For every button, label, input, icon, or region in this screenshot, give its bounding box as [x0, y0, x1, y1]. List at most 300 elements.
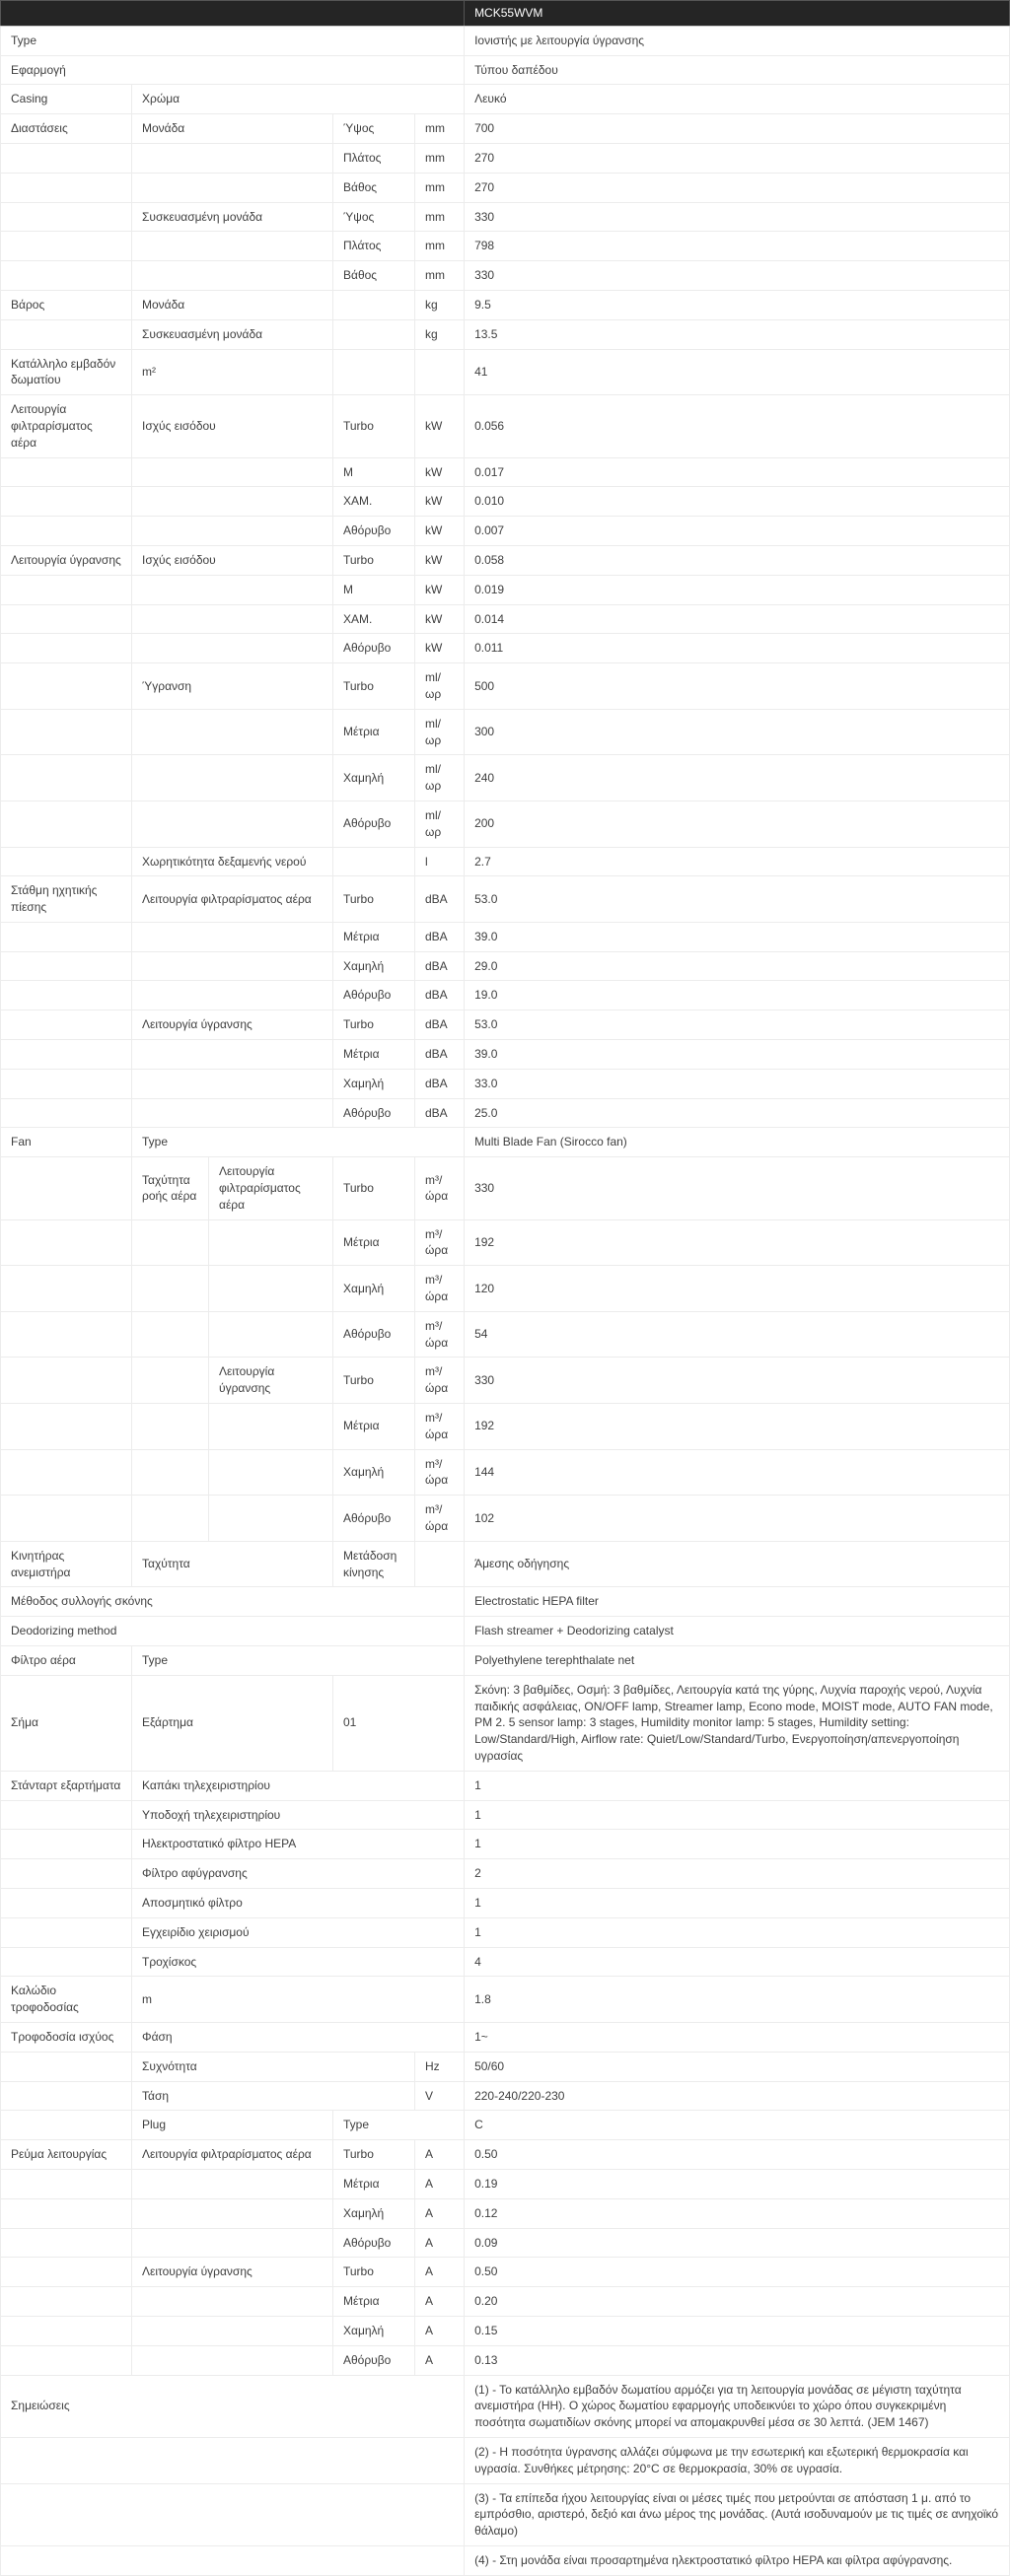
spec-value-cell: 192 — [465, 1219, 1010, 1266]
spec-label-cell: Χρώμα — [132, 85, 465, 114]
spec-value-cell: 1~ — [465, 2022, 1010, 2052]
spec-label-cell — [1, 1947, 132, 1977]
spec-value-cell: 330 — [465, 202, 1010, 232]
spec-label-cell: Βάρος — [1, 290, 132, 319]
spec-label-cell — [1, 1311, 132, 1358]
spec-label-cell: Χωρητικότητα δεξαμενής νερού — [132, 847, 333, 876]
spec-label-cell: Ηλεκτροστατικό φίλτρο HEPA — [132, 1830, 465, 1859]
table-row — [1, 1219, 1010, 1266]
spec-value-cell: 0.15 — [465, 2316, 1010, 2345]
table-row — [1, 709, 1010, 755]
spec-value-cell: 500 — [465, 663, 1010, 710]
table-row — [1, 634, 1010, 663]
table-row — [1, 349, 1010, 395]
table-row — [1, 2545, 1010, 2575]
spec-label-cell: Βάθος — [333, 261, 415, 291]
spec-label-cell — [209, 1266, 333, 1312]
table-row — [1, 1771, 1010, 1800]
spec-label-cell: m³/ώρα — [415, 1404, 465, 1450]
spec-label-cell — [1, 261, 132, 291]
spec-value-cell: Multi Blade Fan (Sirocco fan) — [465, 1128, 1010, 1157]
spec-label-cell: Λειτουργία ύγρανσης — [132, 2258, 333, 2287]
spec-label-cell — [1, 1157, 132, 1219]
spec-label-cell — [1, 2052, 132, 2081]
spec-label-cell: Στάνταρτ εξαρτήματα — [1, 1771, 132, 1800]
table-row — [1, 1617, 1010, 1646]
spec-label-cell: ΧΑΜ. — [333, 604, 415, 634]
spec-label-cell — [1, 2316, 132, 2345]
spec-label-cell: A — [415, 2287, 465, 2317]
spec-label-cell — [132, 755, 333, 801]
spec-value-cell: C — [465, 2111, 1010, 2140]
spec-label-cell — [132, 261, 333, 291]
spec-label-cell: Turbo — [333, 2140, 415, 2170]
spec-label-cell: mm — [415, 261, 465, 291]
table-row — [1, 1675, 1010, 1771]
spec-label-cell: m³/ώρα — [415, 1358, 465, 1404]
spec-label-cell: Κατάλληλο εμβαδόν δωματίου — [1, 349, 132, 395]
spec-value-cell: 50/60 — [465, 2052, 1010, 2081]
spec-label-cell: Turbo — [333, 663, 415, 710]
spec-label-cell: A — [415, 2169, 465, 2198]
spec-label-cell: Ρεύμα λειτουργίας — [1, 2140, 132, 2170]
spec-label-cell: ΧΑΜ. — [333, 487, 415, 517]
table-row — [1, 55, 1010, 85]
spec-label-cell: Αθόρυβο — [333, 1311, 415, 1358]
spec-label-cell: Μέτρια — [333, 1040, 415, 1070]
spec-label-cell: dBA — [415, 1010, 465, 1040]
spec-label-cell: Ύψος — [333, 114, 415, 144]
spec-label-cell — [132, 1040, 333, 1070]
spec-label-cell — [1, 202, 132, 232]
spec-label-cell — [209, 1496, 333, 1542]
spec-value-cell: 25.0 — [465, 1098, 1010, 1128]
spec-label-cell: Τροχίσκος — [132, 1947, 465, 1977]
table-row — [1, 487, 1010, 517]
spec-value-cell: 270 — [465, 173, 1010, 202]
spec-label-cell: mm — [415, 232, 465, 261]
spec-label-cell — [1, 1888, 132, 1917]
spec-label-cell: Type — [333, 2111, 465, 2140]
spec-label-cell: Εγχειρίδιο χειρισμού — [132, 1917, 465, 1947]
spec-label-cell: Συσκευασμένη μονάδα — [132, 202, 333, 232]
spec-label-cell: A — [415, 2198, 465, 2228]
spec-label-cell: Σήμα — [1, 1675, 132, 1771]
table-row — [1, 114, 1010, 144]
table-row — [1, 2287, 1010, 2317]
table-row — [1, 981, 1010, 1010]
table-row — [1, 1977, 1010, 2023]
spec-label-cell: Χαμηλή — [333, 1449, 415, 1496]
spec-label-cell — [1, 1358, 132, 1404]
spec-label-cell — [132, 457, 333, 487]
spec-label-cell — [1, 2437, 465, 2483]
spec-label-cell: Τάση — [132, 2081, 415, 2111]
spec-label-cell — [1, 2345, 132, 2375]
spec-label-cell — [1, 2483, 465, 2545]
spec-label-cell: Φίλτρο αέρα — [1, 1646, 132, 1676]
spec-value-cell: 2 — [465, 1859, 1010, 1889]
spec-label-cell — [333, 847, 415, 876]
spec-label-cell — [1, 801, 132, 847]
table-row — [1, 1266, 1010, 1312]
header-empty-cell — [1, 1, 465, 27]
spec-label-cell — [132, 2198, 333, 2228]
spec-label-cell — [132, 517, 333, 546]
spec-label-cell — [132, 173, 333, 202]
spec-label-cell — [1, 1496, 132, 1542]
spec-label-cell — [333, 349, 415, 395]
spec-value-cell: 1.8 — [465, 1977, 1010, 2023]
spec-label-cell — [132, 2228, 333, 2258]
spec-label-cell — [1, 2169, 132, 2198]
spec-label-cell: Αθόρυβο — [333, 1098, 415, 1128]
table-row — [1, 1888, 1010, 1917]
spec-label-cell — [132, 951, 333, 981]
spec-label-cell: m³/ώρα — [415, 1266, 465, 1312]
spec-label-cell: kW — [415, 634, 465, 663]
spec-label-cell: Μέτρια — [333, 2287, 415, 2317]
spec-label-cell — [132, 1449, 209, 1496]
table-row — [1, 2111, 1010, 2140]
spec-label-cell — [209, 1449, 333, 1496]
spec-label-cell: dBA — [415, 1069, 465, 1098]
table-row — [1, 2375, 1010, 2437]
spec-value-cell: 9.5 — [465, 290, 1010, 319]
spec-label-cell — [132, 143, 333, 173]
spec-label-cell: Φίλτρο αφύγρανσης — [132, 1859, 465, 1889]
table-row — [1, 2198, 1010, 2228]
spec-label-cell: Αθόρυβο — [333, 2345, 415, 2375]
spec-value-cell: 0.058 — [465, 545, 1010, 575]
spec-label-cell: Deodorizing method — [1, 1617, 465, 1646]
table-row — [1, 202, 1010, 232]
spec-label-cell: Λειτουργία ύγρανσης — [1, 545, 132, 575]
spec-label-cell — [1, 457, 132, 487]
spec-label-cell — [1, 2228, 132, 2258]
spec-label-cell: A — [415, 2228, 465, 2258]
spec-label-cell — [1, 1917, 132, 1947]
table-row — [1, 663, 1010, 710]
spec-label-cell: Λειτουργία ύγρανσης — [209, 1358, 333, 1404]
spec-label-cell: Type — [132, 1646, 465, 1676]
spec-label-cell: Casing — [1, 85, 132, 114]
spec-label-cell: Φάση — [132, 2022, 465, 2052]
spec-label-cell: Καλώδιο τροφοδοσίας — [1, 1977, 132, 2023]
spec-value-cell: 0.50 — [465, 2140, 1010, 2170]
spec-label-cell: m³/ώρα — [415, 1157, 465, 1219]
spec-label-cell — [1, 2081, 132, 2111]
table-row — [1, 1800, 1010, 1830]
spec-value-cell: 29.0 — [465, 951, 1010, 981]
spec-label-cell: Μέτρια — [333, 1404, 415, 1450]
table-row — [1, 2081, 1010, 2111]
spec-label-cell: kW — [415, 395, 465, 457]
spec-label-cell: Λειτουργία φιλτραρίσματος αέρα — [132, 2140, 333, 2170]
spec-label-cell: m² — [132, 349, 333, 395]
spec-label-cell — [1, 232, 132, 261]
table-row — [1, 261, 1010, 291]
spec-label-cell — [132, 1404, 209, 1450]
spec-label-cell: Μονάδα — [132, 290, 333, 319]
spec-label-cell: Βάθος — [333, 173, 415, 202]
spec-label-cell: Κινητήρας ανεμιστήρα — [1, 1541, 132, 1587]
spec-label-cell: Turbo — [333, 1010, 415, 1040]
table-row — [1, 604, 1010, 634]
spec-value-cell: 4 — [465, 1947, 1010, 1977]
table-row — [1, 1859, 1010, 1889]
spec-label-cell: ml/ωρ — [415, 755, 465, 801]
spec-label-cell — [1, 517, 132, 546]
spec-label-cell: m — [132, 1977, 465, 2023]
spec-label-cell — [415, 349, 465, 395]
spec-label-cell: A — [415, 2316, 465, 2345]
spec-label-cell: l — [415, 847, 465, 876]
spec-label-cell — [132, 1496, 209, 1542]
table-row — [1, 1010, 1010, 1040]
spec-label-cell: Μέτρια — [333, 922, 415, 951]
spec-label-cell: V — [415, 2081, 465, 2111]
spec-label-cell: Λειτουργία φιλτραρίσματος αέρα — [132, 876, 333, 923]
spec-value-cell: 144 — [465, 1449, 1010, 1496]
spec-value-cell: 0.017 — [465, 457, 1010, 487]
table-row — [1, 1947, 1010, 1977]
spec-label-cell: Μέτρια — [333, 709, 415, 755]
spec-label-cell — [415, 1541, 465, 1587]
spec-label-cell: Turbo — [333, 545, 415, 575]
spec-value-cell: Polyethylene terephthalate net — [465, 1646, 1010, 1676]
spec-label-cell — [132, 2345, 333, 2375]
table-row — [1, 876, 1010, 923]
spec-value-cell: 330 — [465, 1157, 1010, 1219]
spec-label-cell: Εφαρμογή — [1, 55, 465, 85]
spec-label-cell — [132, 801, 333, 847]
table-row — [1, 85, 1010, 114]
table-row — [1, 1496, 1010, 1542]
table-row — [1, 847, 1010, 876]
table-row — [1, 1128, 1010, 1157]
spec-label-cell: Αθόρυβο — [333, 634, 415, 663]
spec-value-cell: 1 — [465, 1888, 1010, 1917]
spec-label-cell — [1, 1098, 132, 1128]
spec-label-cell: Λειτουργία φιλτραρίσματος αέρα — [1, 395, 132, 457]
spec-label-cell: Συσκευασμένη μονάδα — [132, 319, 333, 349]
spec-value-cell: 0.13 — [465, 2345, 1010, 2375]
spec-value-cell: (2) - Η ποσότητα ύγρανσης αλλάζει σύμφωνα με την εσωτερική και εξωτερική θερμοκρασία και υγρασία. Συνθήκες μέτρησης: 20°C σε θερμοκρασία, 30% σε υγρασία. — [465, 2437, 1010, 2483]
spec-label-cell — [1, 1219, 132, 1266]
spec-label-cell — [333, 319, 415, 349]
spec-value-cell: Σκόνη: 3 βαθμίδες, Οσμή: 3 βαθμίδες, Λειτουργία κατά της γύρης, Λυχνία παροχής νερού, Λυχνία παιδικής ασφάλειας, ON/OFF lamp, Streamer lamp, Econo mode, MOIST mode, AUTO FAN mode, PM 2. 5 sensor lamp: 3 stages, Humildity monitor lamp: 5 stages, Humildity setting: Low/Standard/High, Airflow rate: Quiet/Low/Standard/Turbo, Ενεργοποίηση/απενεργοποίηση υγρασίας — [465, 1675, 1010, 1771]
spec-label-cell — [132, 1266, 209, 1312]
table-row — [1, 1917, 1010, 1947]
table-row — [1, 173, 1010, 202]
spec-value-cell: 240 — [465, 755, 1010, 801]
spec-label-cell — [132, 1311, 209, 1358]
spec-label-cell — [132, 981, 333, 1010]
spec-label-cell: Turbo — [333, 876, 415, 923]
spec-label-cell: Ύψος — [333, 202, 415, 232]
spec-label-cell — [1, 2545, 465, 2575]
spec-label-cell: Ισχύς εισόδου — [132, 545, 333, 575]
spec-label-cell — [1, 1010, 132, 1040]
spec-value-cell: 102 — [465, 1496, 1010, 1542]
spec-label-cell — [1, 604, 132, 634]
spec-label-cell — [1, 755, 132, 801]
spec-label-cell: Χαμηλή — [333, 951, 415, 981]
table-row — [1, 143, 1010, 173]
spec-label-cell: m³/ώρα — [415, 1496, 465, 1542]
spec-label-cell: mm — [415, 143, 465, 173]
spec-label-cell: Πλάτος — [333, 232, 415, 261]
spec-value-cell: 41 — [465, 349, 1010, 395]
spec-label-cell: dBA — [415, 876, 465, 923]
spec-value-cell: 270 — [465, 143, 1010, 173]
spec-value-cell: Ιονιστής με λειτουργία ύγρανσης — [465, 26, 1010, 55]
spec-value-cell: (1) - Το κατάλληλο εμβαδόν δωματίου αρμόζει για τη λειτουργία μονάδας σε μέγιστη ταχύτητα ανεμιστήρα (HH). Ο χώρος δωματίου εφαρμογής υποδεικνύει το χώρο όπου συγκεκριμένη ποσότητα σωματιδίων σκόνης μπορεί να απομακρυνθεί μέσα σε 30 λεπτά. (JEM 1467) — [465, 2375, 1010, 2437]
spec-label-cell: Σημειώσεις — [1, 2375, 465, 2437]
table-row — [1, 2483, 1010, 2545]
spec-value-cell: 53.0 — [465, 1010, 1010, 1040]
spec-value-cell: 0.09 — [465, 2228, 1010, 2258]
table-row — [1, 1646, 1010, 1676]
spec-value-cell: Τύπου δαπέδου — [465, 55, 1010, 85]
spec-label-cell: Turbo — [333, 395, 415, 457]
spec-value-cell: 300 — [465, 709, 1010, 755]
spec-label-cell: Ύγρανση — [132, 663, 333, 710]
spec-value-cell: (3) - Τα επίπεδα ήχου λειτουργίας είναι οι μέσες τιμές που μετρούνται σε απόσταση 1 μ. από το εμπρόσθιο, αριστερό, δεξιό και άνω μέρος της μονάδας. (Αυτά ισοδυναμούν με τις τιμές σε ανηχοϊκό θάλαμο) — [465, 2483, 1010, 2545]
spec-label-cell — [132, 232, 333, 261]
spec-label-cell: Αθόρυβο — [333, 981, 415, 1010]
spec-label-cell: Type — [132, 1128, 465, 1157]
spec-value-cell: Λευκό — [465, 85, 1010, 114]
spec-label-cell: kW — [415, 517, 465, 546]
spec-label-cell: Hz — [415, 2052, 465, 2081]
table-row — [1, 2228, 1010, 2258]
table-row — [1, 575, 1010, 604]
spec-label-cell: Τροφοδοσία ισχύος — [1, 2022, 132, 2052]
table-row — [1, 2316, 1010, 2345]
spec-value-cell: 1 — [465, 1771, 1010, 1800]
spec-label-cell — [132, 1098, 333, 1128]
spec-label-cell: Πλάτος — [333, 143, 415, 173]
spec-label-cell — [132, 2316, 333, 2345]
spec-label-cell: Αθόρυβο — [333, 801, 415, 847]
spec-label-cell — [1, 981, 132, 1010]
spec-label-cell: Διαστάσεις — [1, 114, 132, 144]
spec-label-cell: Ταχύτητα — [132, 1541, 333, 1587]
table-row — [1, 1587, 1010, 1617]
spec-label-cell: ml/ωρ — [415, 709, 465, 755]
spec-label-cell — [209, 1311, 333, 1358]
spec-label-cell: kW — [415, 575, 465, 604]
spec-label-cell — [1, 951, 132, 981]
spec-label-cell: mm — [415, 114, 465, 144]
spec-label-cell: Ισχύς εισόδου — [132, 395, 333, 457]
spec-label-cell: Turbo — [333, 1358, 415, 1404]
spec-label-cell: 01 — [333, 1675, 465, 1771]
spec-label-cell: M — [333, 575, 415, 604]
spec-label-cell: kW — [415, 487, 465, 517]
table-row — [1, 395, 1010, 457]
spec-label-cell: Μέτρια — [333, 1219, 415, 1266]
spec-value-cell: 798 — [465, 232, 1010, 261]
spec-label-cell: Στάθμη ηχητικής πίεσης — [1, 876, 132, 923]
spec-value-cell: Flash streamer + Deodorizing catalyst — [465, 1617, 1010, 1646]
spec-value-cell: Electrostatic HEPA filter — [465, 1587, 1010, 1617]
table-row — [1, 26, 1010, 55]
table-row — [1, 1069, 1010, 1098]
table-row — [1, 922, 1010, 951]
spec-label-cell: kg — [415, 319, 465, 349]
spec-label-cell: M — [333, 457, 415, 487]
spec-label-cell: Fan — [1, 1128, 132, 1157]
table-row — [1, 290, 1010, 319]
spec-label-cell: dBA — [415, 1040, 465, 1070]
spec-label-cell: A — [415, 2345, 465, 2375]
spec-label-cell — [1, 1069, 132, 1098]
spec-label-cell — [1, 487, 132, 517]
spec-label-cell: Αθόρυβο — [333, 517, 415, 546]
spec-label-cell — [1, 1266, 132, 1312]
spec-value-cell: 0.19 — [465, 2169, 1010, 2198]
spec-label-cell: Αποσμητικό φίλτρο — [132, 1888, 465, 1917]
spec-label-cell — [1, 663, 132, 710]
spec-label-cell — [1, 1040, 132, 1070]
spec-label-cell: Turbo — [333, 2258, 415, 2287]
spec-label-cell: kW — [415, 545, 465, 575]
spec-value-cell: 0.50 — [465, 2258, 1010, 2287]
table-row — [1, 2345, 1010, 2375]
spec-label-cell: mm — [415, 173, 465, 202]
spec-label-cell: kW — [415, 457, 465, 487]
table-row — [1, 2258, 1010, 2287]
table-row — [1, 545, 1010, 575]
table-row — [1, 2437, 1010, 2483]
spec-label-cell: Turbo — [333, 1157, 415, 1219]
spec-label-cell — [209, 1404, 333, 1450]
spec-value-cell: 330 — [465, 261, 1010, 291]
table-row — [1, 1040, 1010, 1070]
table-row — [1, 1541, 1010, 1587]
spec-label-cell — [1, 709, 132, 755]
spec-label-cell — [1, 1800, 132, 1830]
table-row — [1, 232, 1010, 261]
table-row — [1, 1098, 1010, 1128]
spec-label-cell — [132, 604, 333, 634]
spec-label-cell: m³/ώρα — [415, 1219, 465, 1266]
table-row — [1, 319, 1010, 349]
spec-label-cell — [132, 575, 333, 604]
spec-label-cell: Μετάδοση κίνησης — [333, 1541, 415, 1587]
spec-label-cell — [132, 2169, 333, 2198]
table-row — [1, 2140, 1010, 2170]
spec-label-cell: m³/ώρα — [415, 1311, 465, 1358]
table-row — [1, 2022, 1010, 2052]
spec-value-cell: 0.011 — [465, 634, 1010, 663]
spec-label-cell: Αθόρυβο — [333, 2228, 415, 2258]
table-row — [1, 1358, 1010, 1404]
spec-value-cell: 200 — [465, 801, 1010, 847]
spec-label-cell — [1, 143, 132, 173]
table-row — [1, 1311, 1010, 1358]
spec-label-cell — [1, 2198, 132, 2228]
spec-label-cell — [132, 634, 333, 663]
spec-value-cell: 0.056 — [465, 395, 1010, 457]
spec-label-cell: Type — [1, 26, 465, 55]
table-row — [1, 1449, 1010, 1496]
spec-label-cell: Χαμηλή — [333, 1069, 415, 1098]
spec-value-cell: 2.7 — [465, 847, 1010, 876]
